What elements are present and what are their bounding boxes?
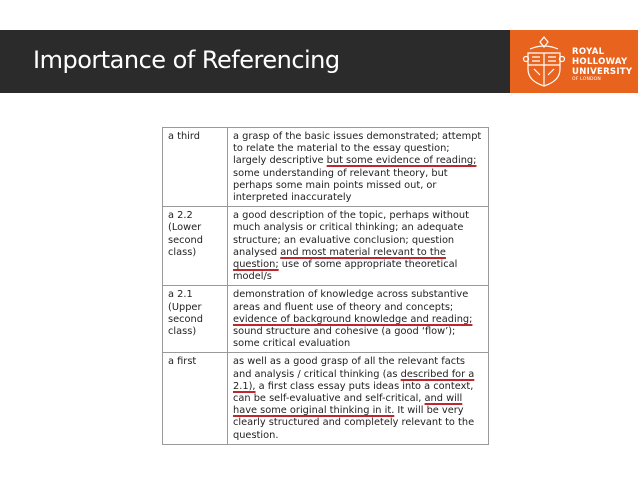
grade-cell: a 2.1 (Upper second class)	[163, 286, 228, 353]
table-row	[163, 286, 489, 353]
logo-wordmark: ROYAL HOLLOWAY UNIVERSITY OF LONDON	[572, 47, 633, 82]
underlined-text: described for a 2.1),	[233, 368, 475, 392]
grading-criteria-table	[162, 127, 489, 445]
description-cell	[228, 353, 489, 444]
description-text: demonstration of knowledge across substantive areas and fluent use of theory and concepts;	[233, 289, 469, 313]
description-cell	[228, 286, 489, 353]
crest-icon	[522, 35, 566, 88]
grade-cell: a third	[163, 128, 228, 207]
description-cell	[228, 207, 489, 286]
description-text: a grasp of the basic issues demonstrated; attempt to relate the material to the essay question; largely descriptive	[233, 131, 482, 167]
description-text: a good description of the topic, perhaps without much analysis or critical thinking; an adequate structure; an evaluative conclusion; question analysed	[233, 210, 469, 258]
description-text: a first class essay puts ideas into a context, can be self-evaluative and self-critical,	[233, 380, 474, 405]
description-text: It will be very clearly structured and completely relevant to the question.	[233, 405, 475, 441]
description-text: use of some appropriate theoretical model/s	[233, 259, 458, 283]
underlined-text: but some evidence of reading;	[326, 155, 477, 167]
grade-cell: a first	[163, 353, 228, 444]
table-row	[163, 128, 489, 207]
underlined-text: and most material relevant to the question;	[233, 246, 446, 271]
grade-cell: a 2.2 (Lower second class)	[163, 207, 228, 286]
header-bar	[0, 30, 638, 93]
description-text: some understanding of relevant theory, but perhaps some main points missed out, or interpreted inaccurately	[233, 167, 448, 204]
slide-title: Importance of Referencing	[33, 46, 340, 74]
description-text: as well as a good grasp of all the relevant facts and analysis / critical thinking (as	[233, 356, 466, 380]
university-logo	[510, 30, 638, 93]
table-row	[163, 353, 489, 444]
underlined-text: evidence of background knowledge and reading;	[233, 313, 473, 325]
table-row	[163, 207, 489, 286]
description-cell	[228, 128, 489, 207]
underlined-text: and will have some original thinking in it.	[233, 393, 463, 417]
description-text: sound structure and cohesive (a good ‘flow’); some critical evaluation	[233, 326, 456, 350]
